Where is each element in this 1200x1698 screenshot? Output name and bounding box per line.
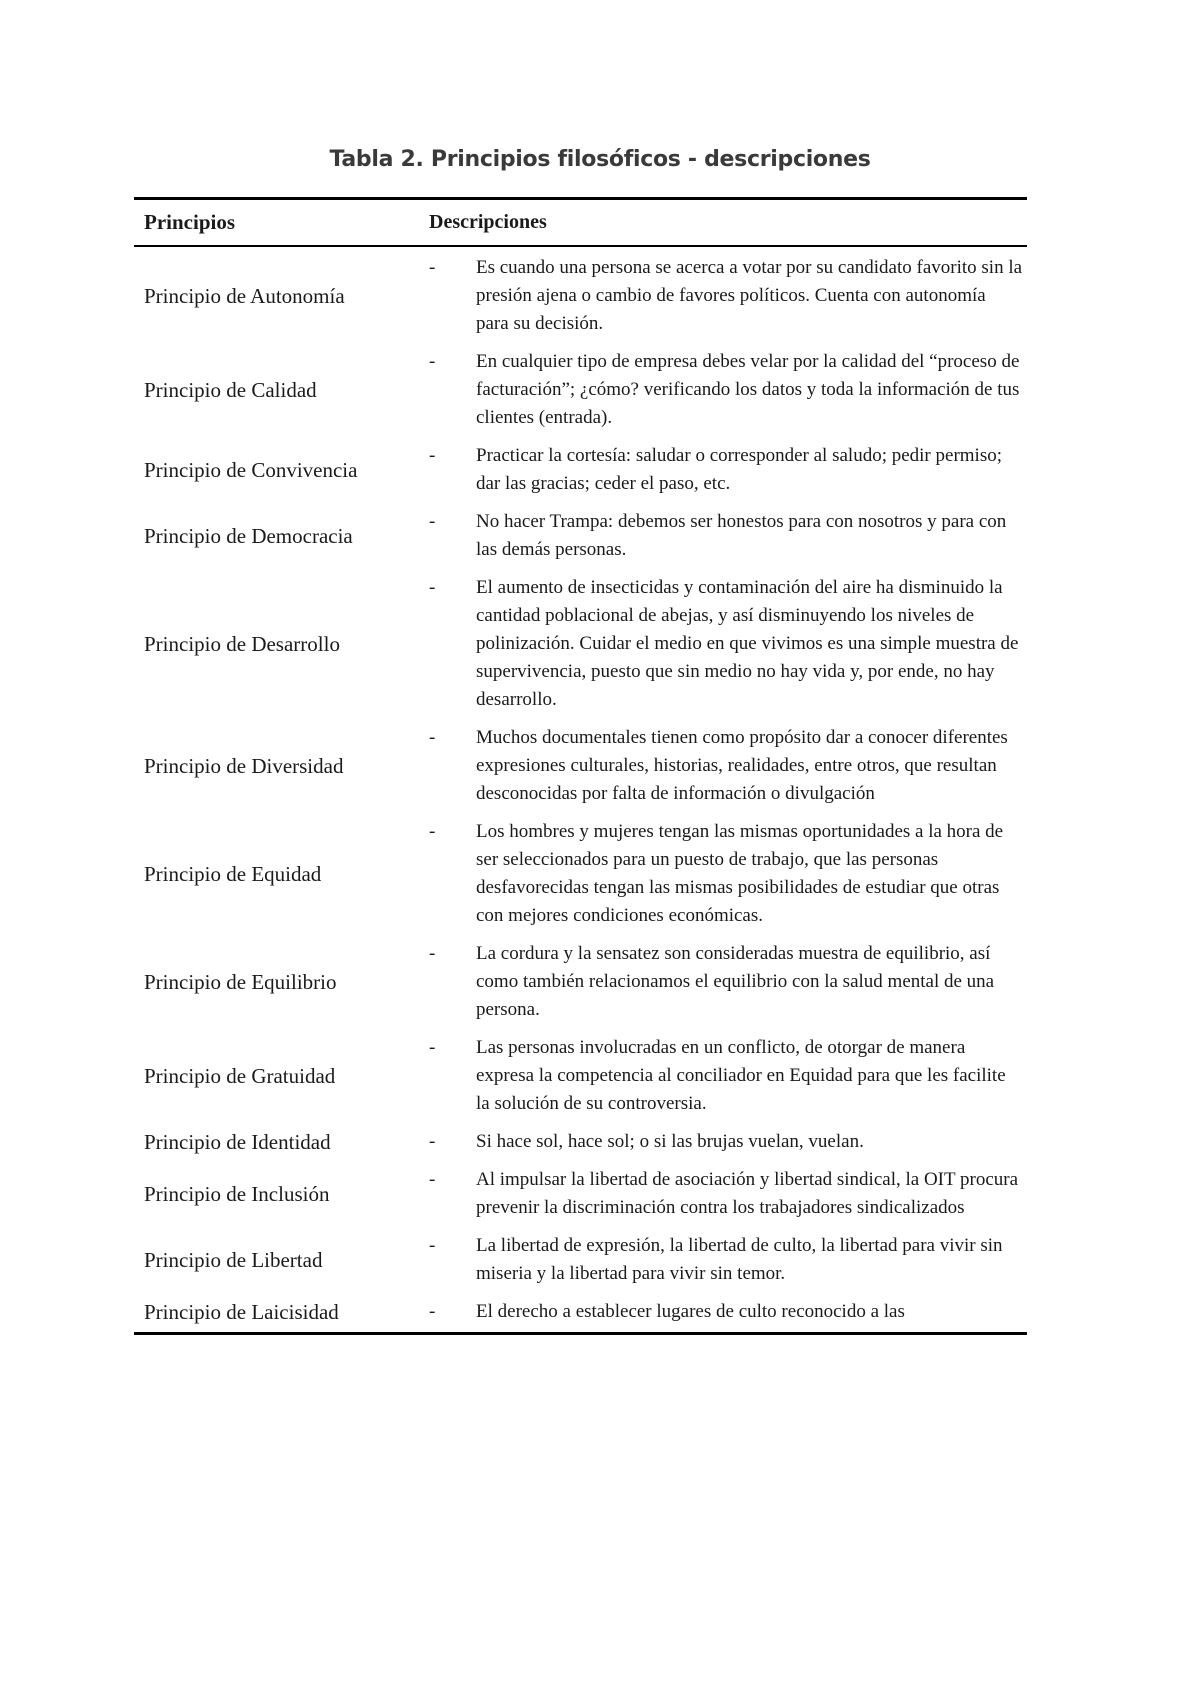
description-cell [429,254,1027,338]
bullet-dash: - [429,727,436,748]
bullet-dash: - [429,1235,436,1256]
table-bottom-rule [134,1332,1027,1335]
table-header-row [134,200,1027,245]
principle-cell: Principio de Gratuidad [144,1063,336,1088]
header-descriptions: Descripciones [429,211,547,233]
bullet-dash: - [429,1131,436,1152]
description-cell [429,940,1027,1024]
table-row [134,936,1027,1030]
principle-cell: Principio de Desarrollo [144,631,340,656]
description-cell [429,574,1027,714]
bullet-dash: - [429,1169,436,1190]
description-text: El derecho a establecer lugares de culto reconocido a las [476,1301,905,1322]
principle-cell: Principio de Calidad [144,377,317,402]
principle-cell: Principio de Laicisidad [144,1299,339,1324]
principles-table [134,197,1027,1335]
bullet-dash: - [429,351,436,372]
principle-cell: Principio de Equidad [144,861,322,886]
table-row [134,570,1027,720]
principle-cell: Principio de Convivencia [144,457,358,482]
table-row [134,814,1027,936]
bullet-dash: - [429,821,436,842]
bullet-dash: - [429,1301,436,1322]
table-row [134,1294,1027,1332]
description-text: Muchos documentales tienen como propósito dar a conocer diferentes expresiones culturales, historias, realidades, entre otros, que resultan desconocidas por falta de información o divulgación [476,727,1008,804]
description-cell [429,442,1027,498]
principle-cell: Principio de Inclusión [144,1181,330,1206]
table-row [134,250,1027,344]
header-principles: Principios [144,210,236,234]
description-text: La libertad de expresión, la libertad de culto, la libertad para vivir sin miseria y la libertad para vivir sin temor. [476,1235,1003,1284]
description-cell [429,818,1027,930]
principle-cell: Principio de Diversidad [144,753,344,778]
table-row [134,1162,1027,1228]
bullet-dash: - [429,943,436,964]
description-text: Al impulsar la libertad de asociación y libertad sindical, la OIT procura prevenir la discriminación contra los trabajadores sindicalizados [476,1169,1019,1218]
description-text: Practicar la cortesía: saludar o corresponder al saludo; pedir permiso; dar las gracias; ceder el paso, etc. [476,445,1002,494]
bullet-dash: - [429,511,436,532]
table-row [134,1228,1027,1294]
table-body [134,247,1027,1332]
principle-cell: Principio de Autonomía [144,283,345,308]
description-text: Si hace sol, hace sol; o si las brujas vuelan, vuelan. [476,1131,864,1152]
description-cell [429,348,1027,432]
bullet-dash: - [429,257,436,278]
principle-cell: Principio de Democracia [144,523,353,548]
description-cell [429,1232,1027,1288]
table-row [134,438,1027,504]
table-row [134,1124,1027,1162]
bullet-dash: - [429,445,436,466]
principle-cell: Principio de Libertad [144,1247,323,1272]
table-row [134,720,1027,814]
description-text: Los hombres y mujeres tengan las mismas oportunidades a la hora de ser seleccionados para un puesto de trabajo, que las personas desfavorecidas tengan las mismas posibilidades de estudiar que otras con mejores condiciones económicas. [476,821,1004,926]
table-row [134,344,1027,438]
description-cell [429,724,1027,808]
table-row [134,504,1027,570]
description-text: En cualquier tipo de empresa debes velar por la calidad del “proceso de facturación”; ¿cómo? verificando los datos y toda la información de tus clientes (entrada). [476,351,1020,428]
bullet-dash: - [429,577,436,598]
description-text: No hacer Trampa: debemos ser honestos para con nosotros y para con las demás personas. [476,511,1007,560]
description-cell [429,508,1027,564]
bullet-dash: - [429,1037,436,1058]
description-text: Las personas involucradas en un conflicto, de otorgar de manera expresa la competencia al conciliador en Equidad para que les facilite la solución de su controversia. [476,1037,1006,1114]
description-text: El aumento de insecticidas y contaminación del aire ha disminuido la cantidad poblacional de abejas, y así disminuyendo los niveles de polinización. Cuidar el medio en que vivimos es una simple muestra de supervivencia, puesto que sin medio no hay vida y, por ende, no hay desarrollo. [476,577,1019,710]
description-cell [429,1298,1027,1326]
principle-cell: Principio de Identidad [144,1129,331,1154]
description-text: Es cuando una persona se acerca a votar por su candidato favorito sin la presión ajena o cambio de favores políticos. Cuenta con autonomía para su decisión. [476,257,1023,334]
description-cell [429,1034,1027,1118]
page-title: Tabla 2. Principios filosóficos - descripciones [329,147,871,172]
description-cell [429,1166,1027,1222]
table-row [134,1030,1027,1124]
principle-cell: Principio de Equilibrio [144,969,337,994]
description-text: La cordura y la sensatez son consideradas muestra de equilibrio, así como también relacionamos el equilibrio con la salud mental de una persona. [476,943,995,1020]
description-cell [429,1128,1027,1156]
